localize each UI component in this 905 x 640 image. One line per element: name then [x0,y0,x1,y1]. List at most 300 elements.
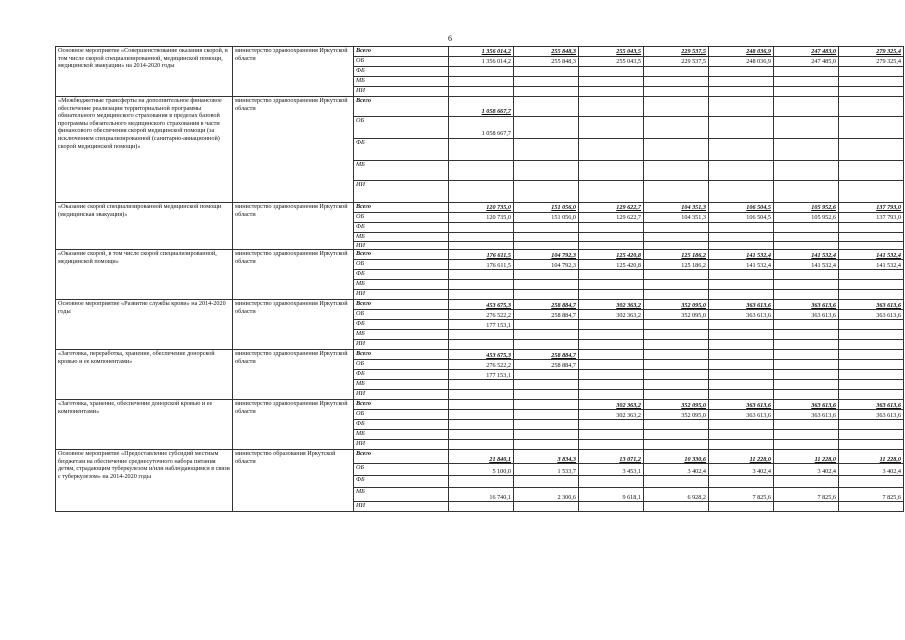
amount-cell [579,290,644,300]
funding-source: МБ [354,330,449,340]
amount-cell: 363 613,6 [774,300,839,310]
amount-cell: 21 840,1 [449,450,514,464]
amount-cell: 363 613,6 [774,310,839,320]
measure-name: Основное мероприятие «Предоставление субсидий местным бюджетам на обеспечение среднесуточного набора питания детям, страдающим туберкулезом и/или наблюдающимся в связи с туберкулезом» на 2014-2020 годы [56,450,233,512]
amount-cell: 255 848,3 [514,57,579,67]
amount-cell [514,161,579,181]
amount-cell [449,161,514,181]
amount-cell [644,87,709,97]
amount-cell: 352 095,0 [644,410,709,420]
amount-cell: 141 532,4 [774,260,839,270]
amount-cell: 3 834,3 [514,450,579,464]
funding-source: ОБ [354,464,449,476]
funding-source: ФБ [354,476,449,488]
amount-cell: 2 300,6 [514,488,579,502]
amount-cell [449,223,514,233]
amount-cell: 141 532,4 [839,260,904,270]
table-row [56,97,904,117]
funding-source: ОБ [354,57,449,67]
amount-cell [514,320,579,330]
amount-cell [839,117,904,139]
table-row [56,250,904,260]
amount-cell: 3 402,4 [774,464,839,476]
amount-cell [709,320,774,330]
amount-cell [514,87,579,97]
funding-source: МБ [354,488,449,502]
funding-source: ИИ [354,290,449,300]
amount-cell: 6 928,2 [644,488,709,502]
amount-cell [839,330,904,340]
amount-cell [839,280,904,290]
amount-cell: 104 792,3 [514,260,579,270]
amount-cell [709,290,774,300]
amount-cell [644,340,709,350]
amount-cell: 258 884,7 [514,360,579,370]
amount-cell [449,280,514,290]
amount-cell: 10 330,6 [644,450,709,464]
amount-cell [709,390,774,400]
amount-cell [449,380,514,390]
funding-source: ФБ [354,270,449,280]
amount-cell [449,181,514,203]
amount-cell [709,330,774,340]
amount-cell [709,117,774,139]
amount-cell [709,87,774,97]
amount-cell: 258 884,7 [514,300,579,310]
amount-cell [774,420,839,430]
table-row [56,300,904,310]
amount-cell [839,476,904,488]
measure-name: Основное мероприятие «Совершенствование оказания скорой, в том числе скорой специализированной, медицинской помощи, медицинской эвакуации» на 2014-2020 годы [56,47,233,97]
amount-cell: 1 058 667,7 [449,97,514,117]
amount-cell: 302 363,2 [579,410,644,420]
amount-cell: 176 611,5 [449,260,514,270]
amount-cell: 137 793,0 [839,203,904,213]
amount-cell [514,440,579,450]
amount-cell [579,270,644,280]
amount-cell [644,390,709,400]
amount-cell [644,430,709,440]
amount-cell: 352 095,0 [644,300,709,310]
amount-cell [514,370,579,380]
amount-cell [514,410,579,420]
amount-cell [579,476,644,488]
amount-cell: 1 356 014,2 [449,47,514,57]
amount-cell [839,241,904,250]
amount-cell: 125 420,8 [579,260,644,270]
amount-cell [449,400,514,410]
amount-cell [709,476,774,488]
amount-cell: 129 622,7 [579,203,644,213]
amount-cell [774,430,839,440]
amount-cell: 141 532,4 [774,250,839,260]
amount-cell: 363 613,6 [839,410,904,420]
table-row [56,400,904,410]
measure-name: Основное мероприятие «Развитие службы крови» на 2014-2020 годы [56,300,233,350]
amount-cell: 5 100,0 [449,464,514,476]
amount-cell [709,270,774,280]
amount-cell [709,280,774,290]
amount-cell [449,241,514,250]
amount-cell [839,350,904,360]
amount-cell [644,440,709,450]
amount-cell: 3 402,4 [839,464,904,476]
amount-cell [514,380,579,390]
funding-source: ОБ [354,260,449,270]
funding-source: ОБ [354,310,449,320]
amount-cell: 363 613,6 [709,310,774,320]
amount-cell: 7 825,6 [709,488,774,502]
amount-cell [774,280,839,290]
amount-cell [774,340,839,350]
amount-cell [514,223,579,233]
amount-cell: 141 532,4 [709,250,774,260]
amount-cell [839,67,904,77]
amount-cell [579,390,644,400]
amount-cell [774,502,839,512]
amount-cell [579,223,644,233]
amount-cell [774,241,839,250]
amount-cell [839,223,904,233]
amount-cell [579,330,644,340]
responsible-executor: министерство образования Иркутской области [233,450,354,512]
amount-cell [579,370,644,380]
amount-cell [774,97,839,117]
funding-source: ФБ [354,420,449,430]
amount-cell [774,67,839,77]
funding-source: ФБ [354,320,449,330]
amount-cell [709,181,774,203]
amount-cell [514,390,579,400]
measure-name: «Оказание скорой специализированной медицинской помощи (медицинская эвакуация)» [56,203,233,250]
amount-cell [514,476,579,488]
amount-cell [839,430,904,440]
amount-cell: 247 483,0 [774,47,839,57]
amount-cell: 363 613,6 [709,410,774,420]
funding-source: МБ [354,380,449,390]
amount-cell [644,502,709,512]
table-row [56,203,904,213]
amount-cell [774,350,839,360]
amount-cell [579,161,644,181]
amount-cell: 276 522,2 [449,360,514,370]
amount-cell: 279 325,4 [839,57,904,67]
amount-cell [644,67,709,77]
amount-cell: 7 825,6 [774,488,839,502]
amount-cell [839,139,904,161]
amount-cell: 106 504,5 [709,213,774,223]
amount-cell [709,370,774,380]
amount-cell [774,290,839,300]
amount-cell: 1 058 667,7 [449,117,514,139]
responsible-executor: министерство здравоохранения Иркутской области [233,97,354,203]
funding-source: ОБ [354,213,449,223]
amount-cell [644,270,709,280]
amount-cell: 255 043,5 [579,47,644,57]
amount-cell [709,223,774,233]
funding-source: МБ [354,161,449,181]
amount-cell [579,241,644,250]
amount-cell: 11 228,0 [839,450,904,464]
amount-cell [579,420,644,430]
funding-source: ФБ [354,139,449,161]
measure-name: «Межбюджетные трансферты на дополнительное финансовое обеспечение реализации территориальной программы обязательного медицинского страхования в пределах базовой программы обязательного медицинского страхования в части финансового обеспечения скорой медицинской помощи (за исключением специализированной (санитарно-авиационной) скорой медицинской помощи)» [56,97,233,203]
funding-source: ИИ [354,390,449,400]
amount-cell: 7 825,6 [839,488,904,502]
amount-cell: 363 613,6 [839,400,904,410]
amount-cell [514,181,579,203]
amount-cell [644,476,709,488]
amount-cell: 177 153,1 [449,320,514,330]
table-row [56,350,904,360]
amount-cell [839,181,904,203]
amount-cell [709,340,774,350]
amount-cell [839,233,904,242]
amount-cell: 106 504,5 [709,203,774,213]
amount-cell [579,502,644,512]
amount-cell [514,139,579,161]
amount-cell: 363 613,6 [839,300,904,310]
amount-cell [514,67,579,77]
amount-cell [644,97,709,117]
amount-cell [709,502,774,512]
page-number: 6 [448,34,452,43]
amount-cell [579,350,644,360]
amount-cell [709,380,774,390]
amount-cell [579,440,644,450]
amount-cell: 151 056,0 [514,203,579,213]
amount-cell [644,241,709,250]
amount-cell [514,280,579,290]
amount-cell [514,97,579,117]
funding-source: Всего [354,47,449,57]
amount-cell: 104 351,3 [644,203,709,213]
amount-cell [774,390,839,400]
amount-cell [449,77,514,87]
amount-cell: 151 056,0 [514,213,579,223]
amount-cell [644,117,709,139]
amount-cell: 141 532,4 [839,250,904,260]
amount-cell: 141 532,4 [709,260,774,270]
amount-cell [449,67,514,77]
amount-cell: 302 363,2 [579,300,644,310]
amount-cell [839,97,904,117]
amount-cell [709,77,774,87]
amount-cell [579,181,644,203]
amount-cell: 3 453,1 [579,464,644,476]
amount-cell: 3 402,4 [644,464,709,476]
measure-name: «Заготовка, хранение, обеспечение донорской кровью и ее компонентами» [56,400,233,450]
funding-source: Всего [354,203,449,213]
amount-cell [839,360,904,370]
amount-cell [644,161,709,181]
amount-cell: 11 228,0 [774,450,839,464]
amount-cell [644,320,709,330]
amount-cell: 363 613,6 [839,310,904,320]
amount-cell [709,350,774,360]
amount-cell [644,360,709,370]
amount-cell [449,139,514,161]
amount-cell: 247 485,0 [774,57,839,67]
amount-cell [579,117,644,139]
amount-cell [774,181,839,203]
amount-cell: 16 740,1 [449,488,514,502]
amount-cell [839,420,904,430]
amount-cell [579,360,644,370]
amount-cell: 248 036,9 [709,57,774,67]
amount-cell [514,420,579,430]
amount-cell: 11 228,0 [709,450,774,464]
funding-source: МБ [354,280,449,290]
amount-cell [579,87,644,97]
amount-cell [774,161,839,181]
amount-cell [839,502,904,512]
amount-cell: 125 186,2 [644,260,709,270]
amount-cell: 125 186,2 [644,250,709,260]
funding-source: ОБ [354,360,449,370]
funding-source: Всего [354,250,449,260]
amount-cell [449,430,514,440]
amount-cell [449,502,514,512]
amount-cell [774,233,839,242]
amount-cell: 258 884,7 [514,310,579,320]
amount-cell [774,223,839,233]
amount-cell [644,77,709,87]
amount-cell [449,87,514,97]
funding-source: ИИ [354,440,449,450]
amount-cell [579,320,644,330]
amount-cell: 1 356 014,2 [449,57,514,67]
funding-source: Всего [354,300,449,310]
amount-cell: 104 792,3 [514,250,579,260]
amount-cell [709,161,774,181]
amount-cell [579,97,644,117]
amount-cell [839,390,904,400]
amount-cell: 229 537,5 [644,57,709,67]
funding-source: ФБ [354,223,449,233]
amount-cell [514,77,579,87]
funding-source: ОБ [354,117,449,139]
amount-cell [774,320,839,330]
amount-cell: 120 735,0 [449,213,514,223]
responsible-executor: министерство здравоохранения Иркутской области [233,300,354,350]
amount-cell: 258 884,7 [514,350,579,360]
table-row [56,47,904,57]
amount-cell [644,280,709,290]
amount-cell [579,139,644,161]
funding-source: Всего [354,400,449,410]
funding-source: ОБ [354,410,449,420]
amount-cell: 125 420,8 [579,250,644,260]
amount-cell [839,340,904,350]
amount-cell [644,420,709,430]
responsible-executor: министерство здравоохранения Иркутской области [233,400,354,450]
responsible-executor: министерство здравоохранения Иркутской области [233,350,354,400]
amount-cell [644,290,709,300]
funding-source: ИИ [354,502,449,512]
amount-cell: 1 533,7 [514,464,579,476]
amount-cell: 453 675,3 [449,350,514,360]
amount-cell: 3 402,4 [709,464,774,476]
amount-cell: 177 153,1 [449,370,514,380]
amount-cell: 104 351,3 [644,213,709,223]
amount-cell: 137 793,0 [839,213,904,223]
amount-cell [449,290,514,300]
amount-cell [449,233,514,242]
amount-cell [839,270,904,280]
amount-cell: 13 071,2 [579,450,644,464]
amount-cell: 302 363,2 [579,400,644,410]
funding-source: МБ [354,430,449,440]
amount-cell [449,440,514,450]
amount-cell [839,320,904,330]
amount-cell: 352 095,0 [644,400,709,410]
amount-cell [774,360,839,370]
amount-cell [644,181,709,203]
measure-name: «Оказание скорой, в том числе скорой специализированной, медицинской помощи» [56,250,233,300]
amount-cell [774,77,839,87]
funding-source: ФБ [354,67,449,77]
responsible-executor: министерство здравоохранения Иркутской области [233,47,354,97]
amount-cell: 352 095,0 [644,310,709,320]
amount-cell [709,233,774,242]
amount-cell [579,233,644,242]
amount-cell [449,476,514,488]
funding-source: Всего [354,97,449,117]
amount-cell: 302 363,2 [579,310,644,320]
amount-cell [774,330,839,340]
amount-cell [579,280,644,290]
amount-cell [449,410,514,420]
funding-source: МБ [354,233,449,242]
amount-cell [774,270,839,280]
amount-cell: 363 613,6 [709,400,774,410]
amount-cell [514,290,579,300]
amount-cell [774,139,839,161]
amount-cell [774,117,839,139]
funding-source: ИИ [354,340,449,350]
table-row [56,450,904,464]
amount-cell: 120 735,0 [449,203,514,213]
amount-cell [579,67,644,77]
amount-cell [839,290,904,300]
amount-cell [774,440,839,450]
amount-cell [839,77,904,87]
amount-cell [449,390,514,400]
amount-cell [839,440,904,450]
amount-cell [449,270,514,280]
funding-source: ФБ [354,370,449,380]
amount-cell [514,270,579,280]
amount-cell [644,350,709,360]
amount-cell: 276 522,2 [449,310,514,320]
amount-cell [709,420,774,430]
funding-source: Всего [354,350,449,360]
amount-cell [644,233,709,242]
amount-cell: 363 613,6 [774,410,839,420]
amount-cell [774,380,839,390]
amount-cell [709,440,774,450]
amount-cell [579,380,644,390]
measure-name: «Заготовка, переработка, хранение, обеспечение донорской кровью и ее компонентами» [56,350,233,400]
amount-cell [709,241,774,250]
amount-cell: 248 036,9 [709,47,774,57]
amount-cell: 105 952,6 [774,213,839,223]
amount-cell: 176 611,5 [449,250,514,260]
amount-cell [644,370,709,380]
amount-cell [709,67,774,77]
amount-cell: 363 613,6 [774,400,839,410]
